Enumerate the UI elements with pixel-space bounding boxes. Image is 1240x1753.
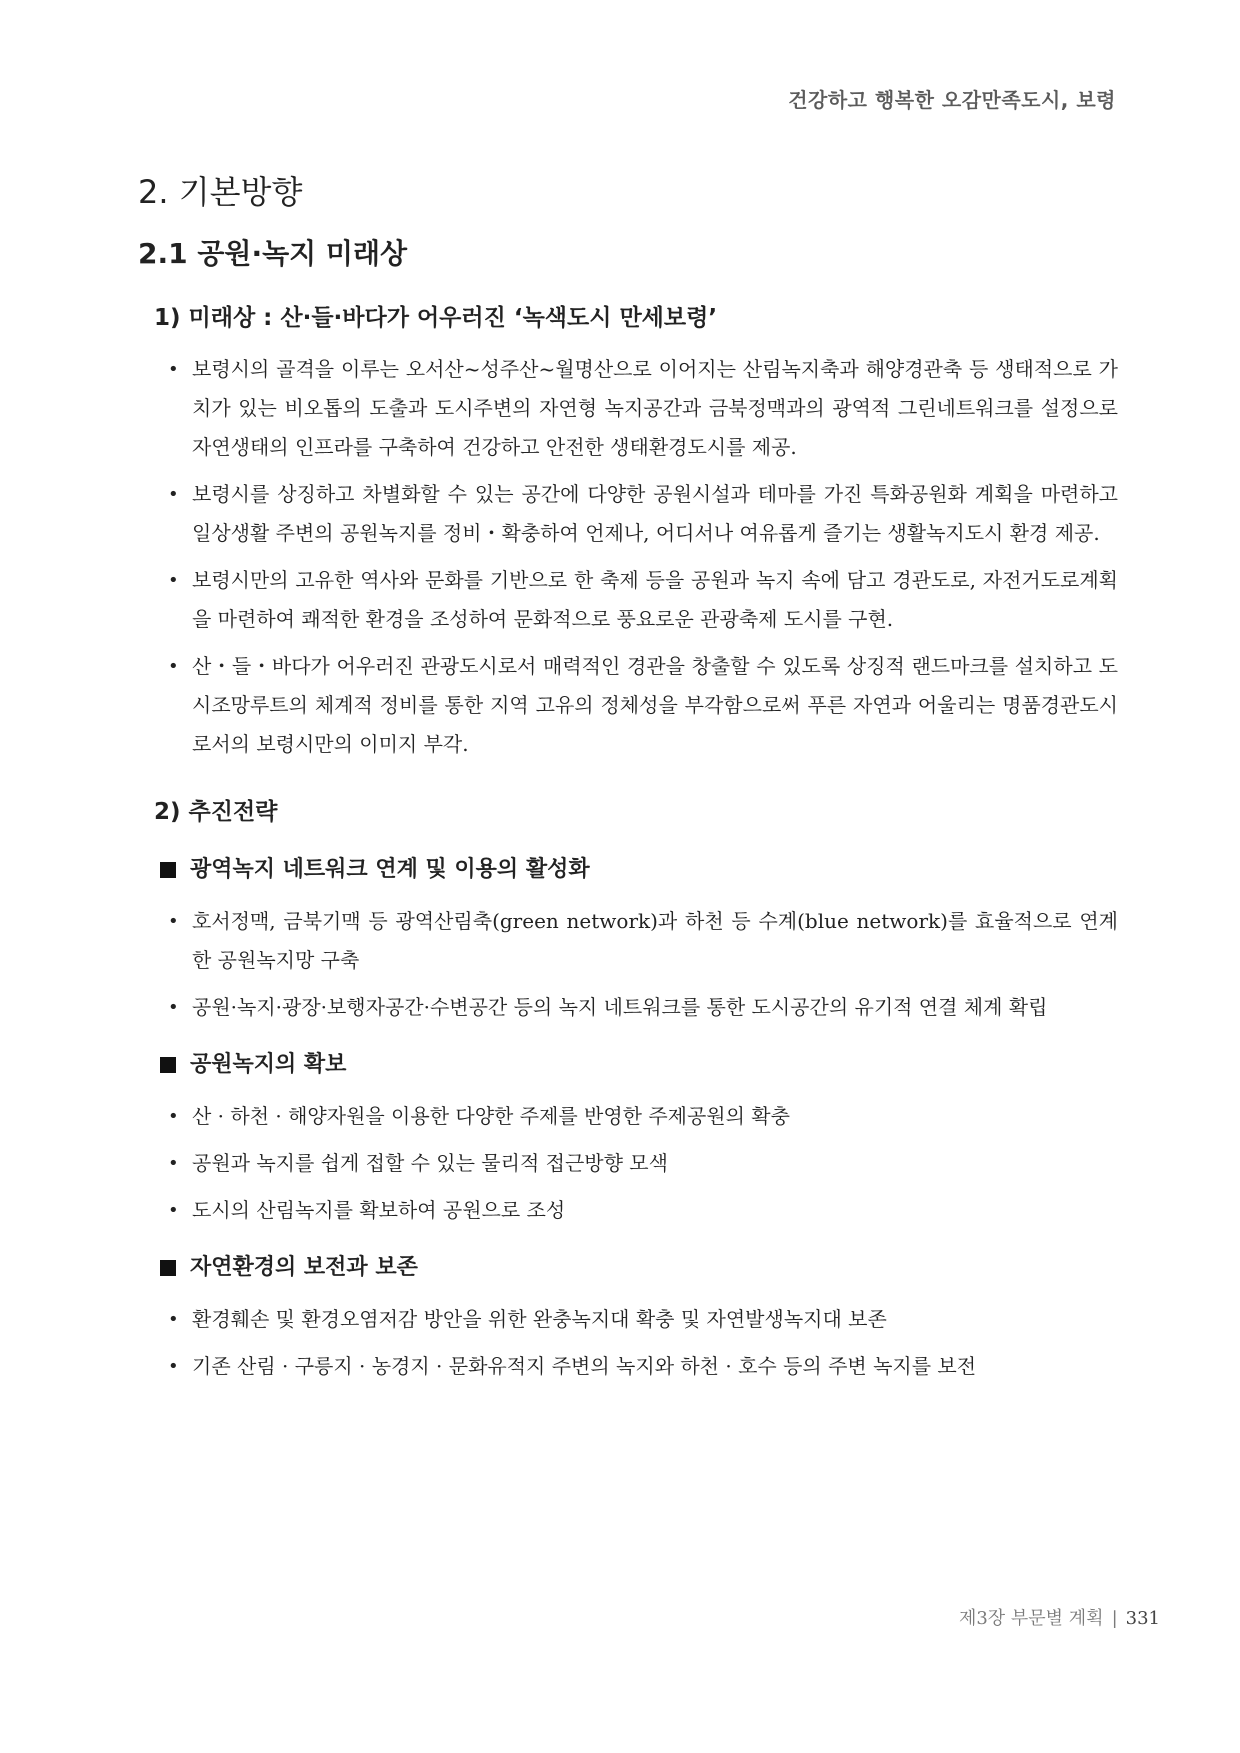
vision-bullet-list <box>168 350 1118 764</box>
list-item <box>168 647 1118 764</box>
subsection-title: 2.1 공원·녹지 미래상 <box>138 237 408 270</box>
bullet-icon: • <box>168 484 179 505</box>
bullet-icon: • <box>168 359 179 380</box>
square-bullet-icon <box>160 862 176 878</box>
bullet-icon: • <box>168 656 179 677</box>
bullet-text: 환경훼손 및 환경오염저감 방안을 위한 완충녹지대 확충 및 자연발생녹지대 보존 <box>192 1307 887 1331</box>
bullet-icon: • <box>168 911 179 932</box>
vision-heading: 1) 미래상 : 산·들·바다가 어우러진 ‘녹색도시 만세보령’ <box>154 305 718 331</box>
list-item <box>168 475 1118 553</box>
square-bullet-icon <box>160 1260 176 1276</box>
footer-chapter: 제3장 부문별 계획 <box>958 1608 1104 1629</box>
strategy-group-title <box>160 852 1128 888</box>
bullet-icon: • <box>168 1200 179 1221</box>
bullet-text: 산・들・바다가 어우러진 관광도시로서 매력적인 경관을 창출할 수 있도록 상징적 랜드마크를 설치하고 도시조망루트의 체계적 정비를 통한 지역 고유의 정체성을 부각함으로써 푸른 자연과 어울리는 명품경관도시로서의 보령시만의 이미지 부각. <box>192 654 1118 756</box>
strategy-group-title <box>160 1250 1128 1286</box>
strategy-group-title <box>160 1047 1128 1083</box>
bullet-text: 보령시만의 고유한 역사와 문화를 기반으로 한 축제 등을 공원과 녹지 속에 담고 경관도로, 자전거도로계획을 마련하여 쾌적한 환경을 조성하여 문화적으로 풍요로운 관광축제 도시를 구현. <box>192 568 1118 631</box>
strategy-group-title-text: 자연환경의 보전과 보존 <box>190 1255 418 1280</box>
page-number: 331 <box>1125 1608 1160 1629</box>
section-title: 2. 기본방향 <box>138 173 303 211</box>
bullet-icon: • <box>168 1106 179 1127</box>
bullet-text: 도시의 산림녹지를 확보하여 공원으로 조성 <box>192 1198 566 1222</box>
strategy-group-title-text: 광역녹지 네트워크 연계 및 이용의 활성화 <box>190 857 590 882</box>
list-item <box>168 1097 1118 1136</box>
running-header-title: 건강하고 행복한 오감만족도시, 보령 <box>788 88 1116 112</box>
strategy-bullet-list <box>168 902 1118 1027</box>
bullet-text: 공원·녹지·광장·보행자공간·수변공간 등의 녹지 네트워크를 통한 도시공간의 유기적 연결 체계 확립 <box>192 995 1048 1019</box>
list-item <box>168 1300 1118 1339</box>
square-bullet-icon <box>160 1057 176 1073</box>
list-item <box>168 561 1118 639</box>
list-item <box>168 350 1118 467</box>
strategy-bullet-list <box>168 1300 1118 1386</box>
footer-separator: | <box>1111 1608 1118 1629</box>
bullet-text: 보령시를 상징하고 차별화할 수 있는 공간에 다양한 공원시설과 테마를 가진 특화공원화 계획을 마련하고 일상생활 주변의 공원녹지를 정비・확충하여 언제나, 어디서나 여유롭게 즐기는 생활녹지도시 환경 제공. <box>192 482 1118 545</box>
bullet-text: 호서정맥, 금북기맥 등 광역산림축(green network)과 하천 등 수계(blue network)를 효율적으로 연계한 공원녹지망 구축 <box>192 909 1118 972</box>
bullet-icon: • <box>168 1309 179 1330</box>
list-item <box>168 1191 1118 1230</box>
bullet-text: 보령시의 골격을 이루는 오서산~성주산~월명산으로 이어지는 산림녹지축과 해양경관축 등 생태적으로 가치가 있는 비오톱의 도출과 도시주변의 자연형 녹지공간과 금북정맥과의 광역적 그린네트워크를 설정으로 자연생태의 인프라를 구축하여 건강하고 안전한 생태환경도시를 제공. <box>192 357 1118 459</box>
list-item <box>168 988 1118 1027</box>
list-item <box>168 1347 1118 1386</box>
bullet-icon: • <box>168 1356 179 1377</box>
bullet-text: 산 · 하천 · 해양자원을 이용한 다양한 주제를 반영한 주제공원의 확충 <box>192 1104 790 1128</box>
bullet-icon: • <box>168 997 179 1018</box>
page-footer <box>959 1604 1160 1630</box>
strategy-group-title-text: 공원녹지의 확보 <box>190 1052 347 1077</box>
bullet-text: 공원과 녹지를 쉽게 접할 수 있는 물리적 접근방향 모색 <box>192 1151 668 1175</box>
bullet-icon: • <box>168 570 179 591</box>
bullet-icon: • <box>168 1153 179 1174</box>
list-item <box>168 902 1118 980</box>
list-item <box>168 1144 1118 1183</box>
strategy-bullet-list <box>168 1097 1118 1230</box>
page-content <box>138 170 1128 1394</box>
strategy-heading: 2) 추진전략 <box>154 799 278 825</box>
bullet-text: 기존 산림 · 구릉지 · 농경지 · 문화유적지 주변의 녹지와 하천 · 호수 등의 주변 녹지를 보전 <box>192 1354 977 1378</box>
